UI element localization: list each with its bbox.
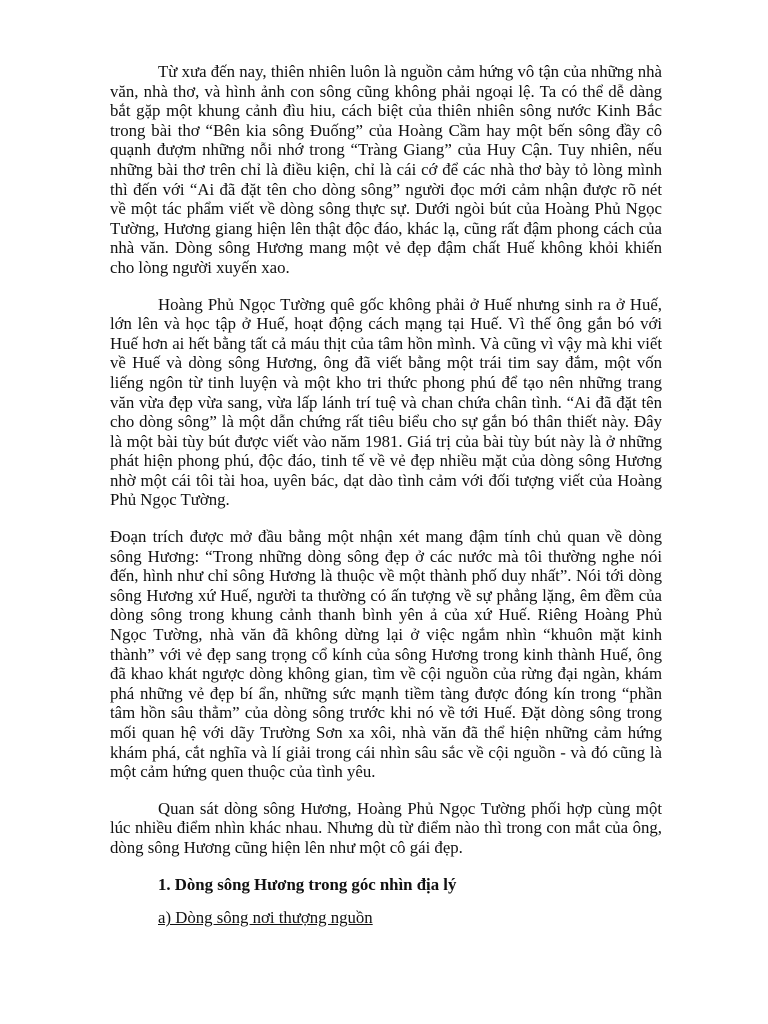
- viewpoint-paragraph: Quan sát dòng sông Hương, Hoàng Phủ Ngọc Tường phối hợp cùng một lúc nhiều điểm nhìn khác nhau. Nhưng dù từ điểm nào thì trong con mắt của ông, dòng sông Hương cũng hiện lên như một cô gái đẹp.: [110, 798, 662, 857]
- subsection-heading: a) Dòng sông nơi thượng nguồn: [158, 908, 373, 928]
- intro-paragraph: Từ xưa đến nay, thiên nhiên luôn là nguồn cảm hứng vô tận của những nhà văn, nhà thơ, và hình ảnh con sông cũng không phải ngoại lệ. Ta có thể dễ dàng bắt gặp một khung cảnh đìu hiu, cách biệt của thiên nhiên sông nước Kinh Bắc trong bài thơ “Bên kia sông Đuống” của Hoàng Cầm hay một bến sông đầy cô quạnh đượm những nỗi nhớ trong “Tràng Giang” của Huy Cận. Tuy nhiên, nếu những bài thơ trên chỉ là điều kiện, chỉ là cái cớ để các nhà thơ bày tỏ lòng mình thì đến với “Ai đã đặt tên cho dòng sông” người đọc mới cảm nhận được rõ nét về một tác phẩm viết về dòng sông thực sự. Dưới ngòi bút của Hoàng Phủ Ngọc Tường, Hương giang hiện lên thật độc đáo, khác lạ, cũng rất đậm phong cách của nhà văn. Dòng sông Hương mang một vẻ đẹp đậm chất Huế không khỏi khiến cho lòng người xuyến xao.: [110, 62, 662, 277]
- document-page: [110, 62, 662, 928]
- author-paragraph: Hoàng Phủ Ngọc Tường quê gốc không phải ở Huế nhưng sinh ra ở Huế, lớn lên và học tập ở Huế, hoạt động cách mạng tại Huế. Vì thế ông gắn bó với Huế hơn ai hết bằng tất cả máu thịt của tâm hồn mình. Và cũng vì vậy mà khi viết về Huế và dòng sông Hương, ông đã viết bằng một trái tim say đắm, một vốn liếng ngôn từ tinh luyện và một kho tri thức phong phú để tạo nên những trang văn vừa đẹp vừa sang, vừa lấp lánh trí tuệ và chan chứa chân tình. “Ai đã đặt tên cho dòng sông” là một dẫn chứng rất tiêu biểu cho sự gắn bó thân thiết này. Đây là một bài tùy bút được viết vào năm 1981. Giá trị của bài tùy bút này là ở những phát hiện phong phú, độc đáo, tinh tế về vẻ đẹp nhiều mặt của dòng sông Hương nhờ một cái tôi tài hoa, uyên bác, dạt dào tình cảm với đối tượng viết của Hoàng Phủ Ngọc Tường.: [110, 294, 662, 510]
- excerpt-paragraph: Đoạn trích được mở đầu bằng một nhận xét mang đậm tính chủ quan về dòng sông Hương: “Trong những dòng sông đẹp ở các nước mà tôi thường nghe nói đến, hình như chỉ sông Hương là thuộc về một thành phố duy nhất”. Nói tới dòng sông Hương xứ Huế, người ta thường có ấn tượng về sự phẳng lặng, êm đềm của dòng sông trong khung cảnh thanh bình yên ả của xứ Huế. Riêng Hoàng Phủ Ngọc Tường, nhà văn đã không dừng lại ở việc ngắm nhìn “khuôn mặt kinh thành” với vẻ đẹp sang trọng cổ kính của sông Hương trong kinh thành Huế, ông đã khao khát ngược dòng không gian, tìm về cội nguồn của rừng đại ngàn, khám phá những vẻ đẹp bí ẩn, những sức mạnh tiềm tàng được đóng kín trong “phần tâm hồn sâu thẳm” của dòng sông trước khi nó về tới Huế. Đặt dòng sông trong mối quan hệ với dãy Trường Sơn xa xôi, nhà văn đã thể hiện những cảm hứng khám phá, cắt nghĩa và lí giải trong cái nhìn sâu sắc về cội nguồn - và đó cũng là một cảm hứng quen thuộc của tình yêu.: [110, 527, 662, 782]
- section-heading: 1. Dòng sông Hương trong góc nhìn địa lý: [158, 874, 457, 894]
